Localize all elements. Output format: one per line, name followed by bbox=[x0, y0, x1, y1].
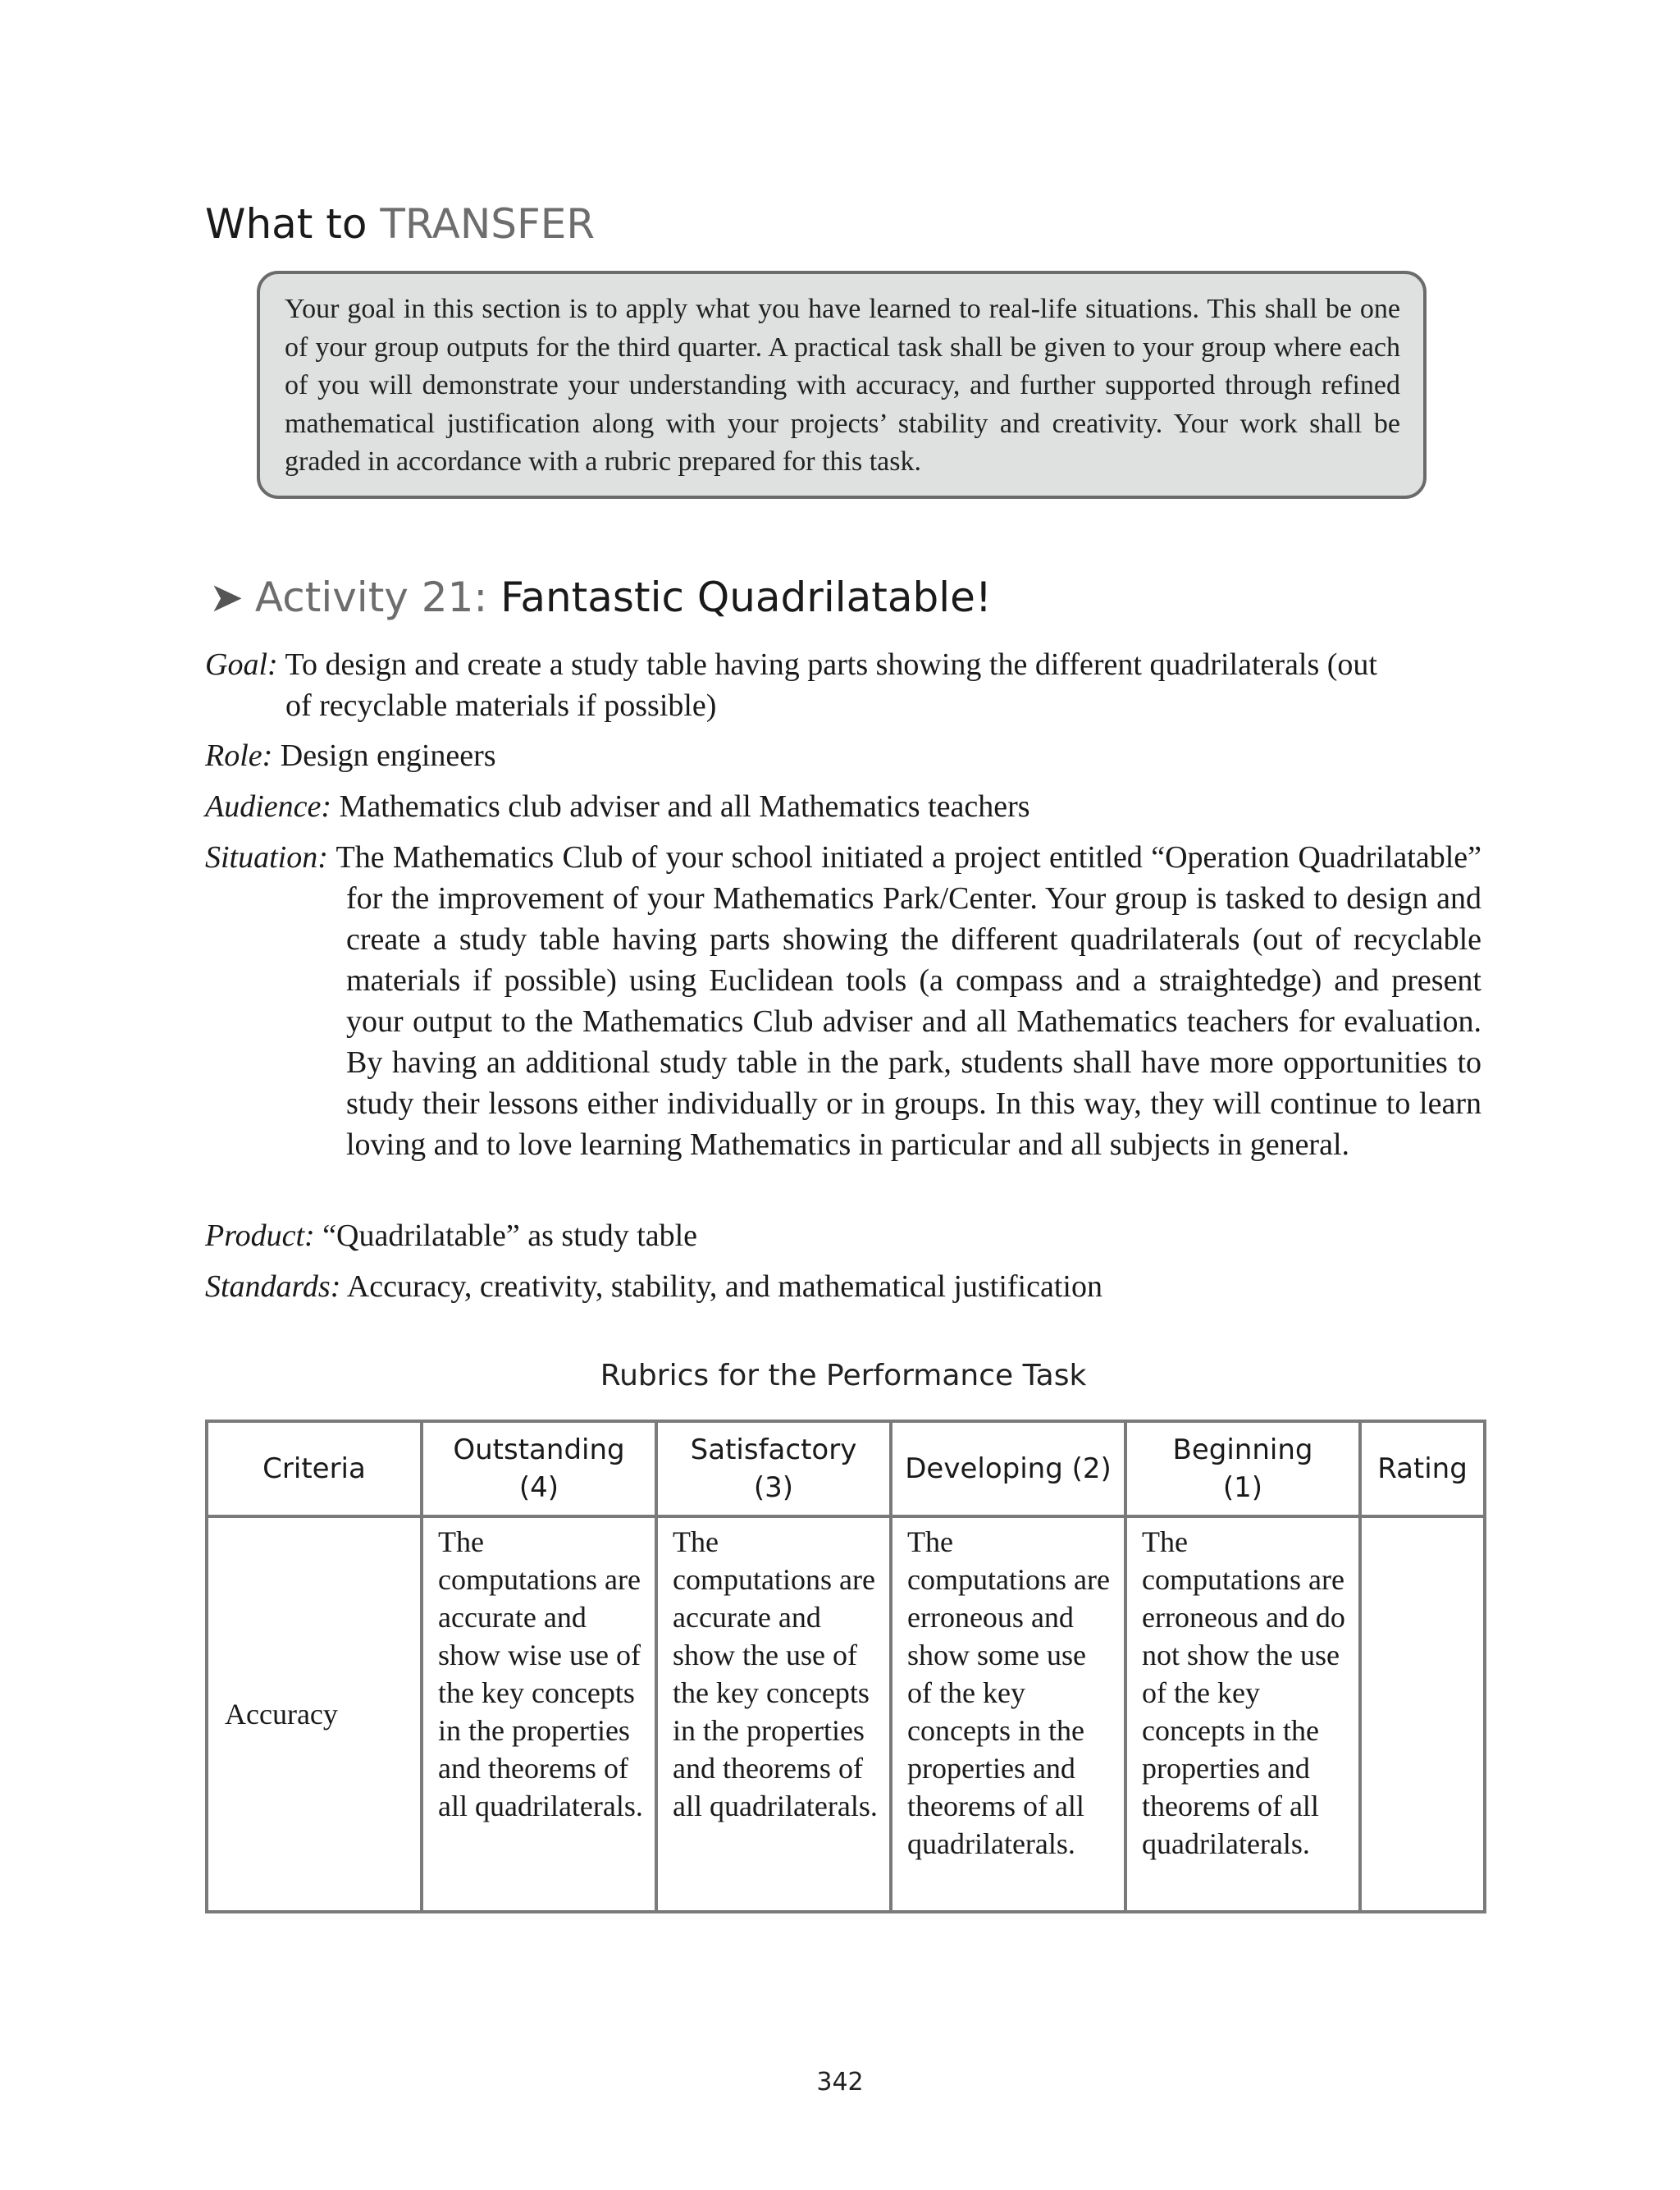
role-term: Role: bbox=[205, 738, 273, 773]
goal-field bbox=[205, 644, 1481, 726]
header-rating: Rating bbox=[1360, 1421, 1485, 1516]
audience-term: Audience: bbox=[205, 789, 332, 824]
table-row bbox=[207, 1516, 1485, 1912]
arrow-icon: ➤ bbox=[209, 574, 244, 621]
header-beginning bbox=[1125, 1421, 1360, 1516]
beginning-cell: The computations are erroneous and do not show the use of the key concepts in the properties and theorems of all quadrilaterals. bbox=[1125, 1516, 1360, 1912]
product-text: “Quadrilatable” as study table bbox=[322, 1218, 698, 1253]
audience-field bbox=[205, 786, 1481, 827]
rubric-table bbox=[205, 1420, 1486, 1913]
header-satisfactory bbox=[656, 1421, 891, 1516]
role-text: Design engineers bbox=[280, 738, 496, 773]
header-beginning-name: Beginning bbox=[1172, 1433, 1313, 1466]
page-number: 342 bbox=[816, 2068, 864, 2096]
rubric-caption: Rubrics for the Performance Task bbox=[600, 1359, 1087, 1392]
standards-field bbox=[205, 1266, 1481, 1307]
satisfactory-cell: The computations are accurate and show the use of the key concepts in the properties and theorems of all quadrilaterals. bbox=[656, 1516, 891, 1912]
situation-paragraph bbox=[205, 837, 1481, 1165]
header-outstanding-score: (4) bbox=[518, 1471, 559, 1504]
header-developing: Developing (2) bbox=[891, 1421, 1125, 1516]
developing-cell: The computations are erroneous and show some use of the key concepts in the properties and theorems of all quadrilaterals. bbox=[891, 1516, 1125, 1912]
goal-line-2: of recyclable materials if possible) bbox=[285, 688, 717, 723]
header-beginning-score: (1) bbox=[1222, 1471, 1263, 1504]
section-heading-prefix: What to bbox=[205, 200, 368, 248]
header-criteria: Criteria bbox=[207, 1421, 422, 1516]
header-outstanding bbox=[422, 1421, 656, 1516]
rubric-header-row bbox=[207, 1421, 1485, 1516]
intro-text: Your goal in this section is to apply what you have learned to real-life situations. This shall be one of your group outputs for the third quarter. A practical task shall be given to your group where each of you will demonstrate your understanding with accuracy, and further supported through refined mathematical justification along with your projects’ stability and creativity. Your work shall be graded in accordance with a rubric prepared for this task. bbox=[285, 294, 1400, 477]
activity-heading bbox=[209, 569, 992, 626]
role-field bbox=[205, 735, 1481, 776]
audience-text: Mathematics club adviser and all Mathematics teachers bbox=[339, 789, 1030, 824]
product-field bbox=[205, 1215, 1481, 1256]
section-heading-accent: TRANSFER bbox=[380, 200, 596, 248]
outstanding-cell: The computations are accurate and show wise use of the key concepts in the properties and theorems of all quadrilaterals. bbox=[422, 1516, 656, 1912]
rating-cell bbox=[1360, 1516, 1485, 1912]
header-outstanding-name: Outstanding bbox=[453, 1433, 625, 1466]
situation-term: Situation: bbox=[205, 840, 328, 875]
situation-field bbox=[205, 837, 1481, 1165]
activity-title: Fantastic Quadrilatable! bbox=[500, 574, 992, 621]
criteria-cell: Accuracy bbox=[207, 1516, 422, 1912]
goal-line-1: To design and create a study table having parts showing the different quadrilaterals (out bbox=[285, 647, 1377, 682]
goal-term: Goal: bbox=[205, 647, 278, 682]
header-satisfactory-score: (3) bbox=[753, 1471, 794, 1504]
intro-box bbox=[257, 271, 1427, 499]
activity-label: Activity 21: bbox=[254, 574, 488, 621]
situation-text: The Mathematics Club of your school initiated a project entitled “Operation Quadrilatable” for the improvement of your Mathematics Park/Center. Your group is tasked to design and create a study table having parts showing the different quadrilaterals (out of recyclable materials if possible) using Euclidean tools (a compass and a straightedge) and present your output to the Mathematics Club adviser and all Mathematics teachers for evaluation. By having an additional study table in the park, students shall have more opportunities to study their lessons either individually or in groups. In this way, they will continue to learn loving and to love learning Mathematics in particular and all subjects in general. bbox=[336, 840, 1481, 1162]
product-term: Product: bbox=[205, 1218, 315, 1253]
standards-term: Standards: bbox=[205, 1269, 341, 1304]
header-satisfactory-name: Satisfactory bbox=[690, 1433, 857, 1466]
standards-text: Accuracy, creativity, stability, and mathematical justification bbox=[346, 1269, 1102, 1304]
section-heading bbox=[205, 195, 595, 253]
